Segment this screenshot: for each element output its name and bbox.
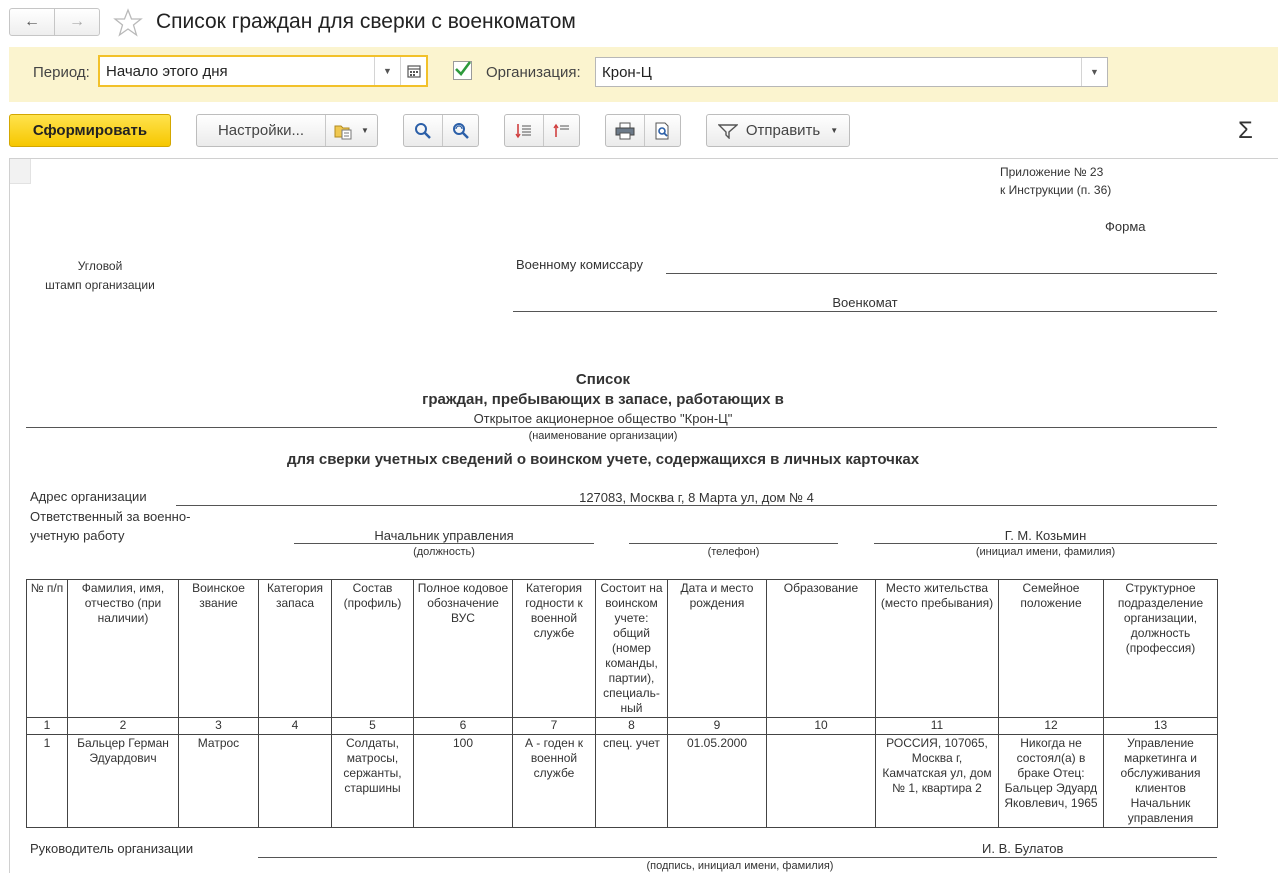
table-cell: 01.05.2000	[668, 735, 767, 828]
column-number: 1	[27, 718, 68, 735]
column-number: 5	[332, 718, 414, 735]
responsible-name: Г. М. Козьмин	[1004, 528, 1087, 543]
appendix-line1: Приложение № 23	[1000, 165, 1104, 179]
column-number-row	[27, 718, 1218, 735]
forward-button[interactable]	[54, 8, 100, 36]
search-button[interactable]	[404, 115, 442, 146]
search-icon	[414, 122, 432, 140]
organization-value: Крон-Ц	[602, 64, 652, 81]
expand-groups-icon	[515, 122, 533, 140]
search-button-group	[403, 114, 479, 147]
arrow-right-icon: →	[69, 13, 85, 30]
settings-button[interactable]	[196, 114, 378, 147]
chevron-down-icon: ▼	[361, 126, 369, 135]
period-dropdown-button[interactable]	[374, 57, 400, 85]
page-title: Список граждан для сверки с военкоматом	[156, 10, 576, 33]
table-cell: Управление маркетинга и обслуживания клиентов Начальник управления	[1104, 735, 1218, 828]
name-caption: (инициал имени, фамилия)	[975, 546, 1116, 558]
organization-name-caption: (наименование организации)	[528, 430, 678, 442]
responsible-position: Начальник управления	[374, 528, 514, 543]
appendix-line2: к Инструкции (п. 36)	[1000, 183, 1112, 197]
column-number: 10	[767, 718, 876, 735]
column-number: 3	[179, 718, 259, 735]
organization-full-name: Открытое акционерное общество "Крон-Ц"	[473, 411, 733, 426]
print-preview-icon	[654, 122, 672, 140]
chevron-down-icon: ▼	[1090, 67, 1099, 77]
sheet-corner	[10, 159, 31, 184]
send-button[interactable]	[706, 114, 850, 147]
column-number: 6	[414, 718, 513, 735]
print-preview-button[interactable]	[644, 115, 681, 146]
table-cell: А - годен к военной службе	[513, 735, 596, 828]
table-cell: Матрос	[179, 735, 259, 828]
column-header: № п/п	[27, 580, 68, 718]
table-cell: РОССИЯ, 107065, Москва г, Камчатская ул, дом № 1, квартира 2	[876, 735, 999, 828]
column-header: Фамилия, имя, отчество (при наличии)	[68, 580, 179, 718]
head-name: И. В. Булатов	[982, 841, 1064, 856]
period-label: Период:	[33, 64, 90, 81]
column-header: Категория годности к военной службе	[513, 580, 596, 718]
column-header: Полное кодовое обозначение ВУС	[414, 580, 513, 718]
period-value: Начало этого дня	[106, 63, 228, 80]
column-header: Воинское звание	[179, 580, 259, 718]
sum-icon[interactable]: Σ	[1238, 117, 1253, 144]
search-next-button[interactable]	[442, 115, 479, 146]
column-number: 12	[999, 718, 1104, 735]
send-icon	[718, 123, 738, 139]
table-cell: 1	[27, 735, 68, 828]
generate-button[interactable]: Сформировать	[9, 114, 171, 147]
column-number: 9	[668, 718, 767, 735]
position-line	[294, 543, 594, 544]
name-line	[874, 543, 1217, 544]
table-cell: Никогда не состоял(а) в браке Отец: Бальцер Эдуард Яковлевич, 1965	[999, 735, 1104, 828]
settings-label: Настройки...	[217, 122, 305, 139]
column-header: Состав (профиль)	[332, 580, 414, 718]
stamp-line1: Угловой	[77, 259, 123, 273]
organization-dropdown-button[interactable]	[1081, 58, 1107, 86]
list-subtitle: граждан, пребывающих в запасе, работающих в	[422, 391, 784, 408]
variants-dropdown[interactable]	[325, 115, 377, 146]
responsible-label-line2: учетную работу	[30, 528, 125, 543]
citizens-table	[26, 579, 1218, 828]
position-caption: (должность)	[413, 546, 475, 558]
column-header: Структурное подразделение организации, должность (профессия)	[1104, 580, 1218, 718]
form-label: Форма	[1105, 219, 1146, 234]
favorite-star-icon[interactable]	[113, 8, 143, 38]
address-value: 127083, Москва г, 8 Марта ул, дом № 4	[579, 490, 814, 505]
expand-groups-button[interactable]	[505, 115, 543, 146]
address-line	[176, 505, 1217, 506]
responsible-label-line1: Ответственный за военно-	[30, 509, 191, 524]
phone-line	[629, 543, 838, 544]
printer-icon	[615, 122, 635, 140]
table-cell: 100	[414, 735, 513, 828]
back-button[interactable]	[9, 8, 55, 36]
group-button-group	[504, 114, 580, 147]
arrow-left-icon: ←	[24, 13, 40, 30]
organization-checkbox[interactable]	[453, 61, 472, 80]
organization-name-line	[26, 427, 1217, 428]
column-number: 8	[596, 718, 668, 735]
signature-caption: (подпись, инициал имени, фамилия)	[646, 860, 834, 872]
column-number: 11	[876, 718, 999, 735]
column-number: 7	[513, 718, 596, 735]
column-number: 13	[1104, 718, 1218, 735]
period-field[interactable]	[98, 55, 428, 87]
table-cell: Бальцер Герман Эдуардович	[68, 735, 179, 828]
table-header-row	[27, 580, 1218, 718]
military-office: Военкомат	[832, 295, 898, 310]
table-cell: Солдаты, матросы, сержанты, старшины	[332, 735, 414, 828]
address-label: Адрес организации	[30, 489, 147, 504]
print-button[interactable]	[606, 115, 644, 146]
list-title: Список	[575, 371, 631, 388]
head-label: Руководитель организации	[30, 841, 194, 856]
column-header: Место жительства (место пребывания)	[876, 580, 999, 718]
calendar-button[interactable]	[400, 57, 426, 85]
checkmark-icon	[453, 59, 472, 78]
military-office-line	[513, 311, 1217, 312]
chevron-down-icon: ▼	[830, 126, 839, 135]
stamp-line2: штамп организации	[45, 278, 155, 292]
table-cell: спец. учет	[596, 735, 668, 828]
commissar-line	[666, 273, 1217, 274]
column-number: 4	[259, 718, 332, 735]
purpose-title: для сверки учетных сведений о воинском учете, содержащихся в личных карточках	[286, 451, 920, 468]
calendar-icon	[407, 64, 421, 78]
title-bar	[0, 0, 1278, 46]
collapse-groups-button[interactable]	[543, 115, 580, 146]
head-signature-line	[258, 857, 1217, 858]
to-commissar-label: Военному комиссару	[516, 257, 643, 272]
organization-label: Организация:	[486, 64, 581, 81]
collapse-groups-icon	[553, 122, 571, 140]
table-cell	[259, 735, 332, 828]
column-header: Категория запаса	[259, 580, 332, 718]
column-header: Дата и место рождения	[668, 580, 767, 718]
phone-caption: (телефон)	[707, 546, 760, 558]
report-variants-icon	[334, 122, 356, 140]
table-cell	[767, 735, 876, 828]
search-next-icon	[452, 122, 470, 140]
send-label: Отправить	[745, 122, 821, 139]
organization-field[interactable]	[595, 57, 1108, 87]
column-header: Образование	[767, 580, 876, 718]
chevron-down-icon: ▼	[383, 66, 392, 76]
table-row	[27, 735, 1218, 828]
report-document[interactable]	[9, 158, 1278, 873]
column-header: Состоит на воинском учете: общий (номер команды, партии), специаль-ный	[596, 580, 668, 718]
column-header: Семейное положение	[999, 580, 1104, 718]
column-number: 2	[68, 718, 179, 735]
print-button-group	[605, 114, 681, 147]
filter-panel	[9, 47, 1278, 102]
